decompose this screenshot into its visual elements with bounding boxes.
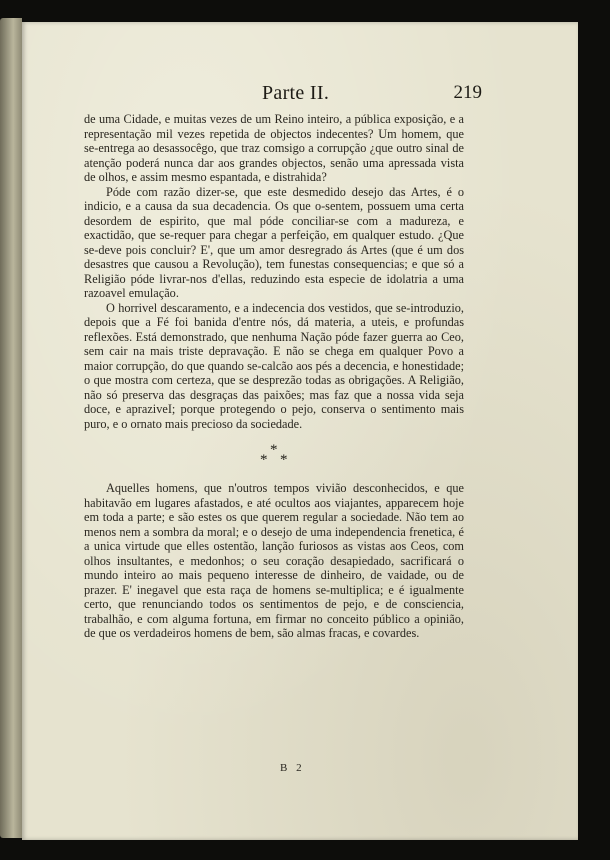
binding-edge — [0, 18, 22, 838]
body-text — [84, 112, 464, 641]
page-header — [102, 82, 482, 108]
asterism-ornament — [84, 431, 464, 481]
running-head: Parte II. — [262, 82, 330, 104]
paragraph: de uma Cidade, e muitas vezes de um Reino inteiro, a pública exposição, e a representação mil vezes repetida de objectos indecentes? Um homem, que se-entrega ao desassocêgo, que traz comsigo a corrupção ¿que outro sinal de atenção poderá nunca dar aos grandes objectos, senão uma apressada vista de olhos, e assim mesmo espantada, e distrahida? — [84, 112, 464, 184]
ornament-star: * — [270, 442, 278, 458]
ornament-star: * — [280, 452, 288, 468]
page-number: 219 — [453, 82, 482, 103]
paragraph: Póde com razão dizer-se, que este desmedido desejo das Artes, é o indicio, e a causa da sua decadencia. Os que o-sentem, possuem uma certa desordem de espirito, que mal póde conciliar-se com a madureza, e exactidão, que se-requer para chegar a perfeição, em qualquer estudo. ¿Que se-deve pois concluir? E', que um amor desregrado ás Artes (que é um dos desastres que causou a Revolução), tem funestas consequencias; e que só a Religião póde livrar-nos d'ellas, reduzindo esta especie de idolatria a uma razoavel emulação. — [84, 184, 464, 300]
ornament-star: * — [260, 452, 268, 468]
paragraph: Aquelles homens, que n'outros tempos vivião desconhecidos, e que habitavão em lugares afastados, e até ocultos aos viajantes, apparecem hoje em toda a parte; e são estes os que querem regular a sociedade. Não tem ao menos nem a sombra da moral; e o desejo de uma independencia frenetica, é a unica virtude que elles ostentão, lanção furiosos as vistas aos Ceos, com olhos insultantes, e medonhos; o seu coração desapiedado, sacrificará o mundo inteiro ao mais pequeno interesse de dinheiro, de vaidade, ou de prazer. E' inegavel que esta raça de homens se-multiplica; e é igualmente certo, que renunciando todos os sentimentos de pejo, e de consciencia, trabalhão, e com alguma fortuna, em firmar no conceito público a opinião, de que os verdadeiros homens de bem, são almas fracas, e covardes. — [84, 481, 464, 640]
book-page — [22, 22, 578, 840]
signature-mark: B 2 — [280, 762, 305, 774]
paragraph: O horrivel descaramento, e a indecencia dos vestidos, que se-introduzio, depois que a Fé foi banida d'entre nós, dá materia, a uteis, e profundas reflexões. Está demonstrado, que nenhuma Nação póde fazer guerra ao Ceo, sem cair na mais triste depravação. E não se chega em qualquer Povo a maior corrupção, do que quando se-calcão aos pés a decencia, e honestidade; o que mostra com certeza, que se desprezão todas as obrigações. A Religião, não só preserva das desgraças das paixões; mas faz que a nossa vida seja doce, e apraziveI; porque protegendo o pejo, conserva o sentimento mais puro, e o ornato mais precioso da sociedade. — [84, 300, 464, 431]
